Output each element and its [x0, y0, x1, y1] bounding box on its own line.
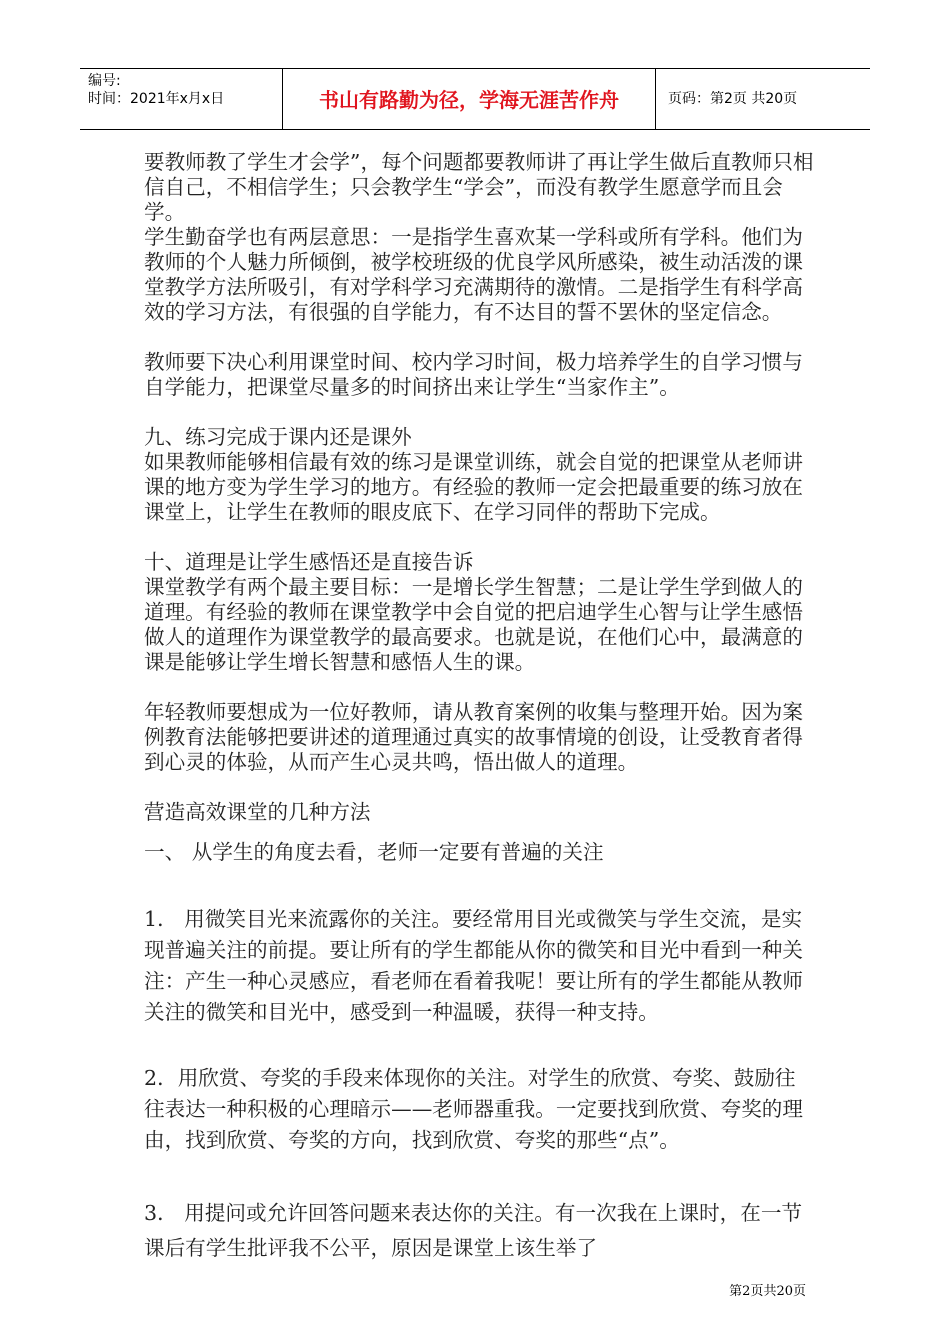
paragraph: 年轻教师要想成为一位好教师，请从教育案例的收集与整理开始。因为案例教育法能够把要讲述的道理通过真实的故事情境的创设，让受教育者得到心灵的体验，从而产生心灵共鸣，悟出做人的道理。 [144, 700, 803, 774]
paragraph: 要教师教了学生才会学”，每个问题都要教师讲了再让学生做后直教师只相信自己，不相信学生；只会教学生“学会”，而没有教学生愿意学而且会学。 [144, 150, 814, 224]
list-item: 3． 用提问或允许回答问题来表达你的关注。有一次我在上课时，在一节课后有学生批评我不公平，原因是课堂上该生举了 [144, 1201, 803, 1260]
section-heading: 一、 从学生的角度去看，老师一定要有普遍的关注 [144, 840, 604, 864]
list-item: 1． 用微笑目光来流露你的关注。要经常用目光或微笑与学生交流，是实现普遍关注的前提。要让所有的学生都能从你的微笑和目光中看到一种关注：产生一种心灵感应，看老师在看着我呢！要让所有的学生都能从教师关注的微笑和目光中，感受到一种温暖，获得一种支持。 [144, 907, 803, 1024]
time-label: 时间：2021年x月x日 [88, 91, 225, 107]
paragraph: 教师要下决心利用课堂时间、校内学习时间，极力培养学生的自学习惯与自学能力，把课堂尽量多的时间挤出来让学生“当家作主”。 [144, 350, 803, 399]
serial-label: 编号: [88, 73, 121, 89]
paragraph: 学生勤奋学也有两层意思：一是指学生喜欢某一学科或所有学科。他们为教师的个人魅力所倾倒，被学校班级的优良学风所感染，被生动活泼的课堂教学方法所吸引，有对学科学习充满期待的激情。二是指学生有科学高效的学习方法，有很强的自学能力，有不达目的誓不罢休的坚定信念。 [144, 225, 803, 324]
section-title: 九、练习完成于课内还是课外 [144, 425, 412, 449]
list-item: 2．用欣赏、夸奖的手段来体现你的关注。对学生的欣赏、夸奖、鼓励往往表达一种积极的心理暗示——老师器重我。一定要找到欣赏、夸奖的理由，找到欣赏、夸奖的方向，找到欣赏、夸奖的那些“点”。 [144, 1066, 803, 1152]
page-header [80, 68, 870, 130]
header-bottom-rule [80, 129, 870, 130]
section-title: 十、道理是让学生感悟还是直接告诉 [144, 550, 474, 574]
document-body [144, 150, 814, 1266]
page-footer: 第2页共20页 [729, 1284, 806, 1299]
header-page-number: 页码：第2页 共20页 [668, 91, 798, 107]
header-divider [655, 68, 656, 130]
section-title: 营造高效课堂的几种方法 [144, 800, 371, 824]
header-top-rule [80, 68, 870, 69]
paragraph: 课堂教学有两个最主要目标：一是增长学生智慧；二是让学生学到做人的道理。有经验的教师在课堂教学中会自觉的把启迪学生心智与让学生感悟做人的道理作为课堂教学的最高要求。也就是说，在他们心中，最满意的课是能够让学生增长智慧和感悟人生的课。 [144, 575, 803, 674]
header-motto: 书山有路勤为径，学海无涯苦作舟 [319, 88, 619, 112]
paragraph: 如果教师能够相信最有效的练习是课堂训练，就会自觉的把课堂从老师讲课的地方变为学生学习的地方。有经验的教师一定会把最重要的练习放在课堂上，让学生在教师的眼皮底下、在学习同伴的帮助下完成。 [144, 450, 803, 524]
header-meta [88, 72, 224, 108]
